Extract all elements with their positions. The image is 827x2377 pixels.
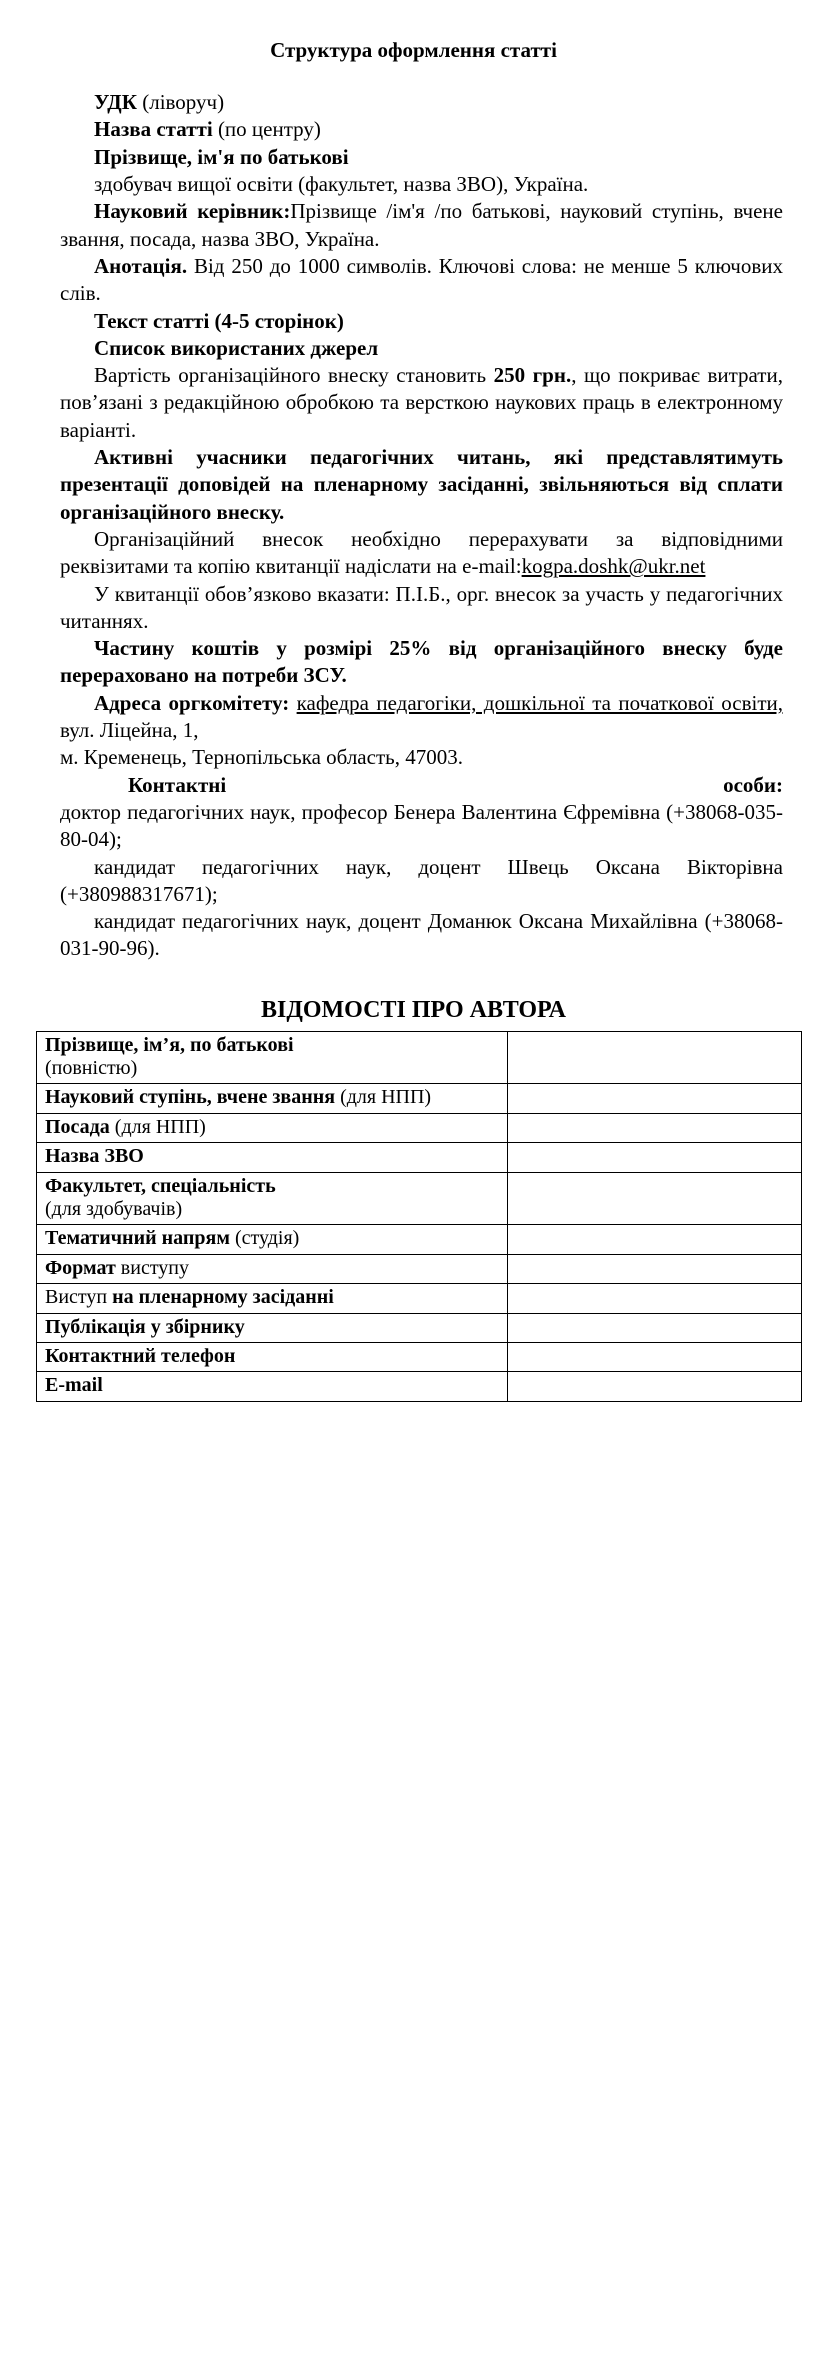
paragraph-author-name bbox=[60, 144, 783, 171]
supervisor-text: Прізвище /ім'я /по батькові, науковий ступінь, вчене звання, посада, назва ЗВО, Україна. bbox=[60, 199, 783, 251]
author-name-label: Прізвище, ім'я по батькові bbox=[94, 144, 349, 169]
annotation-text: Від 250 до 1000 символів. Ключові слова: не менше 5 ключових слів. bbox=[60, 253, 783, 306]
table-row bbox=[37, 1225, 802, 1254]
table-row bbox=[37, 1313, 802, 1342]
row-label-bold: Публікація у збірнику bbox=[45, 1315, 245, 1338]
paragraph-exemption bbox=[60, 444, 783, 526]
row-label-bold: Прізвище, ім’я, по батькові bbox=[45, 1033, 294, 1056]
paragraph-supervisor bbox=[60, 198, 783, 253]
row-label-bold: на пленарному засіданні bbox=[112, 1286, 334, 1309]
contacts-heading-left: Контактні bbox=[128, 772, 227, 797]
article-text-label: Текст статті (4-5 сторінок) bbox=[94, 308, 344, 333]
author-info-title: ВІДОМОСТІ ПРО АВТОРА bbox=[261, 996, 566, 1023]
table-cell-value[interactable] bbox=[508, 1143, 802, 1172]
udk-note: (ліворуч) bbox=[136, 90, 225, 115]
table-cell-value[interactable] bbox=[508, 1113, 802, 1142]
row-label-bold: Факультет, спеціальність bbox=[45, 1174, 276, 1197]
organizer-email[interactable]: kogpa.doshk@ukr.net bbox=[521, 554, 706, 579]
paragraph-fee bbox=[60, 362, 783, 444]
fee-amount: 250 грн. bbox=[493, 363, 572, 388]
paragraph-references bbox=[60, 335, 783, 362]
exemption-text: Активні учасники педагогічних читань, які представлятимуть презентації доповідей на пленарному засіданні, звільняються від сплати організаційного внеску. bbox=[60, 445, 783, 524]
paragraph-udk bbox=[60, 89, 783, 116]
receipt-text: У квитанції обов’язково вказати: П.І.Б., орг. внесок за участь у педагогічних читаннях. bbox=[60, 581, 783, 633]
row-label-bold: E-mail bbox=[45, 1374, 103, 1397]
table-cell-value[interactable] bbox=[508, 1313, 802, 1342]
table-cell-label bbox=[37, 1225, 508, 1254]
author-info-table bbox=[36, 1031, 802, 1402]
row-label-bold: Назва ЗВО bbox=[45, 1145, 144, 1168]
table-cell-label bbox=[37, 1143, 508, 1172]
row-label-lead: Виступ bbox=[45, 1286, 113, 1309]
contact-person-1: доктор педагогічних наук, професор Бенера Валентина Єфремівна (+38068-035-80-04); bbox=[60, 799, 783, 852]
paragraph-receipt bbox=[60, 581, 783, 636]
page-title: Структура оформлення статті bbox=[270, 38, 557, 62]
paragraph-donation bbox=[60, 635, 783, 690]
document-page bbox=[0, 38, 827, 2377]
transfer-text: Організаційний внесок необхідно перерахувати за відповідними реквізитами та копію квитанції надіслати на e-mail: bbox=[60, 526, 783, 579]
table-row bbox=[37, 1254, 802, 1283]
table-cell-label bbox=[37, 1031, 508, 1084]
table-row bbox=[37, 1284, 802, 1313]
supervisor-label: Науковий керівник: bbox=[94, 199, 291, 224]
paragraph-article-text bbox=[60, 308, 783, 335]
row-label-regular: виступу bbox=[115, 1256, 189, 1279]
table-cell-value[interactable] bbox=[508, 1084, 802, 1113]
table-cell-value[interactable] bbox=[508, 1284, 802, 1313]
address-label: Адреса оргкомітету: bbox=[94, 690, 290, 715]
annotation-label: Анотація. bbox=[94, 253, 188, 278]
document-body bbox=[0, 89, 827, 963]
table-cell-label bbox=[37, 1254, 508, 1283]
row-label-regular: (для НПП) bbox=[335, 1086, 432, 1109]
row-label-regular: (студія) bbox=[229, 1227, 300, 1250]
fee-text-part2: , що покриває витрати, пов’язані з редакційною обробкою та версткою наукових праць в електронному варіанті. bbox=[60, 363, 783, 442]
paragraph-annotation bbox=[60, 253, 783, 308]
table-cell-label bbox=[37, 1113, 508, 1142]
row-label-bold: Контактний телефон bbox=[45, 1344, 236, 1367]
author-info-table-body bbox=[37, 1031, 802, 1401]
table-row bbox=[37, 1342, 802, 1371]
address-street: вул. Ліцейна, 1, bbox=[60, 718, 199, 743]
paragraph-address bbox=[60, 690, 783, 745]
paragraph-article-title bbox=[60, 116, 783, 143]
table-cell-value[interactable] bbox=[508, 1372, 802, 1401]
row-label-bold: Тематичний напрям bbox=[45, 1227, 230, 1250]
table-row bbox=[37, 1372, 802, 1401]
table-cell-label bbox=[37, 1172, 508, 1225]
table-cell-label bbox=[37, 1372, 508, 1401]
contacts-heading bbox=[60, 772, 783, 799]
table-row bbox=[37, 1172, 802, 1225]
paragraph-author-affiliation bbox=[60, 171, 783, 198]
table-cell-label bbox=[37, 1284, 508, 1313]
contact-person-2: кандидат педагогічних наук, доцент Швець Оксана Вікторівна (+380988317671); bbox=[60, 854, 783, 906]
author-affiliation-text: здобувач вищої освіти (факультет, назва ЗВО), Україна. bbox=[94, 172, 589, 197]
paragraph-transfer bbox=[60, 526, 783, 581]
table-cell-value[interactable] bbox=[508, 1342, 802, 1371]
table-cell-label bbox=[37, 1313, 508, 1342]
fee-text-part1: Вартість організаційного внеску становить bbox=[94, 363, 494, 388]
address-city-text: м. Кременець, Тернопільська область, 47003. bbox=[60, 745, 463, 770]
table-cell-value[interactable] bbox=[508, 1031, 802, 1084]
table-cell-label bbox=[37, 1342, 508, 1371]
contact-person-3: кандидат педагогічних наук, доцент Доманюк Оксана Михайлівна (+38068-031-90-96). bbox=[60, 909, 783, 961]
row-label-regular: (для здобувачів) bbox=[45, 1198, 183, 1221]
references-label: Список використаних джерел bbox=[94, 335, 379, 360]
table-cell-value[interactable] bbox=[508, 1254, 802, 1283]
row-label-bold: Посада bbox=[45, 1115, 110, 1138]
row-label-bold: Формат bbox=[45, 1256, 116, 1279]
article-title-label: Назва статті bbox=[94, 117, 213, 142]
table-cell-label bbox=[37, 1084, 508, 1113]
table-row bbox=[37, 1084, 802, 1113]
address-department: кафедра педагогіки, дошкільної та початкової освіти, bbox=[296, 690, 783, 715]
row-label-bold: Науковий ступінь, вчене звання bbox=[45, 1086, 336, 1109]
udk-label: УДК bbox=[94, 90, 137, 115]
table-row bbox=[37, 1143, 802, 1172]
article-title-note: (по центру) bbox=[212, 117, 321, 142]
table-cell-value[interactable] bbox=[508, 1172, 802, 1225]
row-label-regular: (повністю) bbox=[45, 1057, 138, 1080]
paragraph-address-city bbox=[60, 744, 783, 771]
table-row bbox=[37, 1113, 802, 1142]
table-row bbox=[37, 1031, 802, 1084]
donation-text: Частину коштів у розмірі 25% від організаційного внеску буде перераховано на потреби ЗСУ. bbox=[60, 636, 783, 688]
row-label-regular: (для НПП) bbox=[109, 1115, 206, 1138]
table-cell-value[interactable] bbox=[508, 1225, 802, 1254]
contacts-heading-right: особи: bbox=[723, 772, 783, 797]
